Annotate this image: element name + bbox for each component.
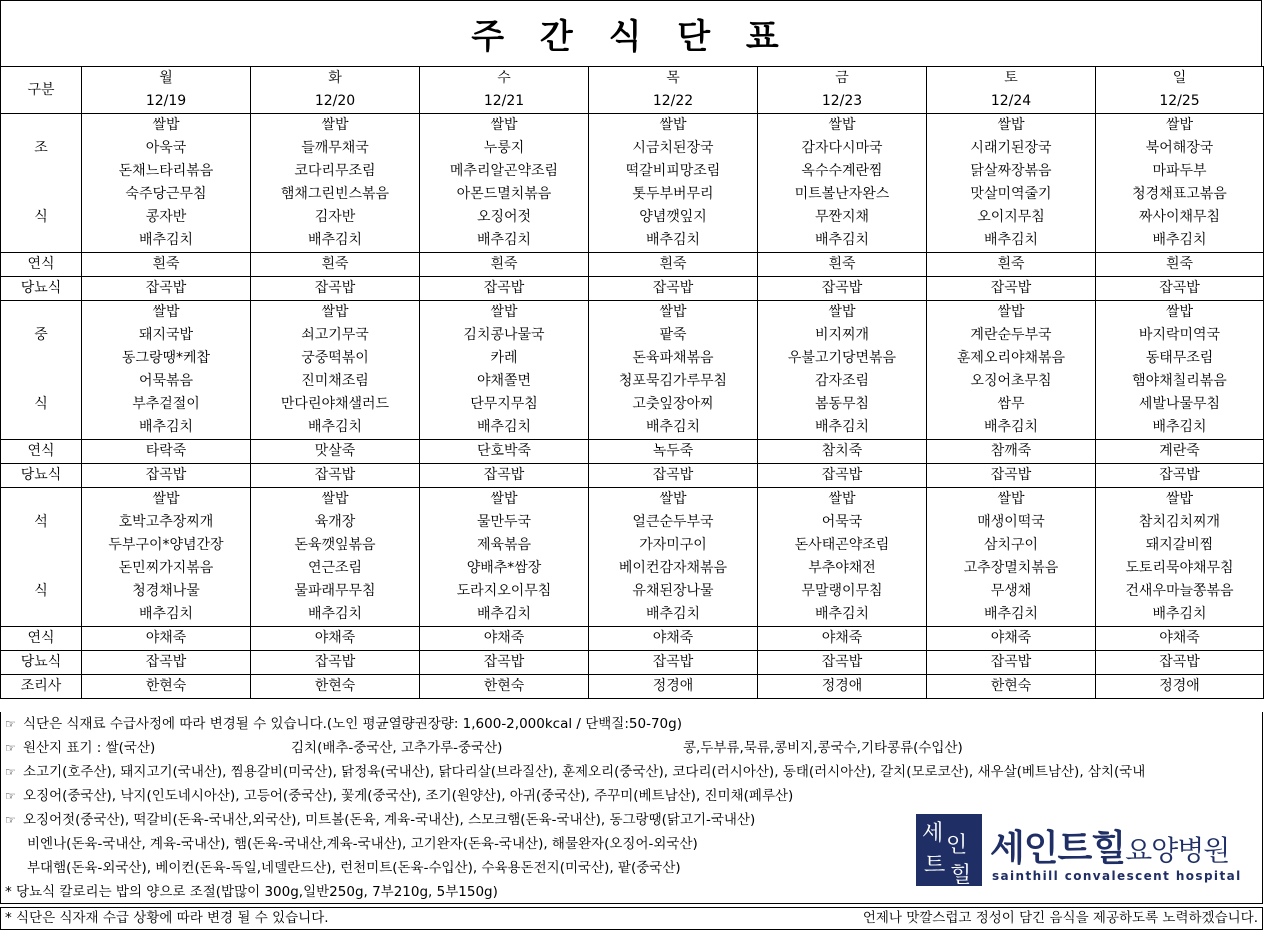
meal-label-cell: 중 <box>1 324 82 347</box>
menu-row <box>1 557 1264 580</box>
menu-row <box>1 393 1264 416</box>
diet-label-cell: 당뇨식 <box>1 464 82 488</box>
menu-item-cell: 매생이떡국 <box>927 511 1096 534</box>
special-diet-row <box>1 651 1264 675</box>
menu-item-cell: 쌀밥 <box>927 114 1096 138</box>
menu-item-cell: 김자반 <box>251 206 420 229</box>
note-row-5: ☞ 오징어젓(중국산), 떡갈비(돈육-국내산,외국산), 미트볼(돈육, 계육-국내산), 스모크햄(돈육-국내산), 동그랑땡(닭고기-국내산) <box>0 808 1263 832</box>
menu-item-cell: 청포묵김가루무침 <box>589 370 758 393</box>
meal-label-cell <box>1 160 82 183</box>
menu-row <box>1 488 1264 512</box>
menu-item-cell: 돼지국밥 <box>82 324 251 347</box>
menu-row <box>1 183 1264 206</box>
special-diet-row <box>1 627 1264 651</box>
diet-item-cell: 야채죽 <box>420 627 589 651</box>
menu-item-cell: 들깨무채국 <box>251 137 420 160</box>
menu-item-cell: 배추김치 <box>927 416 1096 440</box>
menu-item-cell: 호박고추장찌개 <box>82 511 251 534</box>
menu-item-cell: 배추김치 <box>420 416 589 440</box>
special-diet-row <box>1 440 1264 464</box>
diet-item-cell: 흰죽 <box>251 253 420 277</box>
date-header-cell: 12/22 <box>589 90 758 114</box>
menu-item-cell: 양념깻잎지 <box>589 206 758 229</box>
diet-item-cell: 잡곡밥 <box>420 277 589 301</box>
menu-item-cell: 오징어초무침 <box>927 370 1096 393</box>
menu-item-cell: 쌀밥 <box>251 301 420 325</box>
meal-label-cell <box>1 488 82 512</box>
menu-item-cell: 쌀밥 <box>251 114 420 138</box>
diet-item-cell: 잡곡밥 <box>251 277 420 301</box>
menu-item-cell: 배추김치 <box>420 229 589 253</box>
menu-item-cell: 만다린야채샐러드 <box>251 393 420 416</box>
diet-item-cell: 야채죽 <box>1096 627 1264 651</box>
menu-item-cell: 얼큰순두부국 <box>589 511 758 534</box>
menu-item-cell: 부추겉절이 <box>82 393 251 416</box>
menu-item-cell: 닭살짜장볶음 <box>927 160 1096 183</box>
diet-item-cell: 흰죽 <box>420 253 589 277</box>
menu-item-cell: 맛살미역줄기 <box>927 183 1096 206</box>
meal-label-cell: 식 <box>1 393 82 416</box>
date-header-cell: 12/21 <box>420 90 589 114</box>
menu-item-cell: 쌀밥 <box>251 488 420 512</box>
meal-label-cell: 조 <box>1 137 82 160</box>
menu-item-cell: 부추야채전 <box>758 557 927 580</box>
menu-item-cell: 돈채느타리볶음 <box>82 160 251 183</box>
page-title: 주 간 식 단 표 <box>0 0 1262 66</box>
cook-name-cell: 정경애 <box>1096 675 1264 699</box>
diet-item-cell: 야채죽 <box>758 627 927 651</box>
menu-item-cell: 쌀밥 <box>1096 301 1264 325</box>
menu-item-cell: 쌈무 <box>927 393 1096 416</box>
diet-item-cell: 녹두죽 <box>589 440 758 464</box>
day-header-cell: 일 <box>1096 67 1264 91</box>
meal-label-cell <box>1 347 82 370</box>
menu-item-cell: 오징어젓 <box>420 206 589 229</box>
menu-item-cell: 마파두부 <box>1096 160 1264 183</box>
menu-item-cell: 진미채조림 <box>251 370 420 393</box>
menu-item-cell: 쌀밥 <box>927 488 1096 512</box>
diet-label-cell: 연식 <box>1 440 82 464</box>
special-diet-row <box>1 253 1264 277</box>
cook-name-cell: 정경애 <box>758 675 927 699</box>
menu-item-cell: 배추김치 <box>82 229 251 253</box>
menu-item-cell: 훈제오리야채볶음 <box>927 347 1096 370</box>
menu-item-cell: 카레 <box>420 347 589 370</box>
menu-item-cell: 도라지오이무침 <box>420 580 589 603</box>
menu-item-cell: 쌀밥 <box>589 301 758 325</box>
diet-item-cell: 잡곡밥 <box>758 651 927 675</box>
menu-item-cell: 고추장멸치볶음 <box>927 557 1096 580</box>
menu-item-cell: 코다리무조림 <box>251 160 420 183</box>
menu-row <box>1 534 1264 557</box>
cook-name-cell: 정경애 <box>589 675 758 699</box>
menu-row <box>1 137 1264 160</box>
menu-row <box>1 229 1264 253</box>
menu-item-cell: 떡갈비피망조림 <box>589 160 758 183</box>
pointing-hand-icon: ☞ <box>5 717 16 731</box>
diet-item-cell: 야채죽 <box>589 627 758 651</box>
menu-item-cell: 세발나물무침 <box>1096 393 1264 416</box>
pointing-hand-icon: ☞ <box>5 741 16 755</box>
diet-item-cell: 잡곡밥 <box>927 464 1096 488</box>
menu-item-cell: 봄동무침 <box>758 393 927 416</box>
cook-name-cell: 한현숙 <box>82 675 251 699</box>
logo-mark: 세 인 트 힐 <box>916 814 982 886</box>
menu-item-cell: 쇠고기무국 <box>251 324 420 347</box>
menu-item-cell: 햄채그린빈스볶음 <box>251 183 420 206</box>
menu-item-cell: 제육볶음 <box>420 534 589 557</box>
menu-item-cell: 무생채 <box>927 580 1096 603</box>
menu-item-cell: 무말랭이무침 <box>758 580 927 603</box>
menu-item-cell: 감자조림 <box>758 370 927 393</box>
cook-name-cell: 한현숙 <box>420 675 589 699</box>
menu-item-cell: 톳두부버무리 <box>589 183 758 206</box>
meal-label-cell <box>1 557 82 580</box>
diet-item-cell: 잡곡밥 <box>927 277 1096 301</box>
menu-row <box>1 160 1264 183</box>
menu-item-cell: 돈육파채볶음 <box>589 347 758 370</box>
diet-item-cell: 흰죽 <box>927 253 1096 277</box>
menu-item-cell: 오이지무침 <box>927 206 1096 229</box>
menu-item-cell: 쌀밥 <box>82 114 251 138</box>
date-header-cell: 12/24 <box>927 90 1096 114</box>
menu-item-cell: 동태무조림 <box>1096 347 1264 370</box>
menu-item-cell: 쌀밥 <box>758 488 927 512</box>
diet-item-cell: 잡곡밥 <box>758 277 927 301</box>
menu-item-cell: 돈육깻잎볶음 <box>251 534 420 557</box>
menu-item-cell: 배추김치 <box>589 229 758 253</box>
date-header-cell: 12/23 <box>758 90 927 114</box>
meal-label-cell <box>1 416 82 440</box>
diet-item-cell: 잡곡밥 <box>1096 277 1264 301</box>
diet-item-cell: 잡곡밥 <box>82 277 251 301</box>
menu-item-cell: 쌀밥 <box>927 301 1096 325</box>
meal-label-cell <box>1 301 82 325</box>
menu-item-cell: 배추김치 <box>82 416 251 440</box>
menu-row <box>1 370 1264 393</box>
menu-item-cell: 배추김치 <box>589 416 758 440</box>
menu-item-cell: 배추김치 <box>251 416 420 440</box>
diet-item-cell: 잡곡밥 <box>420 464 589 488</box>
diet-item-cell: 잡곡밥 <box>251 651 420 675</box>
menu-item-cell: 베이컨감자채볶음 <box>589 557 758 580</box>
menu-item-cell: 청경채표고볶음 <box>1096 183 1264 206</box>
date-header-cell: 12/19 <box>82 90 251 114</box>
diet-label-cell: 연식 <box>1 627 82 651</box>
header-row-days <box>1 67 1264 91</box>
menu-row <box>1 416 1264 440</box>
diet-item-cell: 잡곡밥 <box>251 464 420 488</box>
menu-item-cell: 어묵국 <box>758 511 927 534</box>
diet-item-cell: 참깨죽 <box>927 440 1096 464</box>
note-row-3: ☞ 소고기(호주산), 돼지고기(국내산), 찜용갈비(미국산), 닭정육(국내산), 닭다리살(브라질산), 훈제오리(중국산), 코다리(러시아산), 동태(러시아산), 갈치(모로코산), 새우살(베트남산), 삼치(국내 <box>0 760 1263 784</box>
menu-item-cell: 배추김치 <box>1096 603 1264 627</box>
date-header-cell: 12/20 <box>251 90 420 114</box>
menu-item-cell: 김치콩나물국 <box>420 324 589 347</box>
menu-row <box>1 301 1264 325</box>
menu-item-cell: 팥죽 <box>589 324 758 347</box>
diet-item-cell: 단호박죽 <box>420 440 589 464</box>
diet-label-cell: 연식 <box>1 253 82 277</box>
diet-item-cell: 잡곡밥 <box>1096 464 1264 488</box>
menu-item-cell: 북어해장국 <box>1096 137 1264 160</box>
cook-name-cell: 한현숙 <box>251 675 420 699</box>
menu-item-cell: 무짠지채 <box>758 206 927 229</box>
menu-row <box>1 324 1264 347</box>
menu-item-cell: 삼치구이 <box>927 534 1096 557</box>
diet-item-cell: 잡곡밥 <box>589 464 758 488</box>
menu-item-cell: 배추김치 <box>1096 416 1264 440</box>
diet-label-cell: 당뇨식 <box>1 651 82 675</box>
menu-item-cell: 배추김치 <box>251 603 420 627</box>
diet-item-cell: 흰죽 <box>82 253 251 277</box>
meal-label-cell: 석 <box>1 511 82 534</box>
menu-item-cell: 참치김치찌개 <box>1096 511 1264 534</box>
menu-item-cell: 쌀밥 <box>758 301 927 325</box>
day-header-cell: 목 <box>589 67 758 91</box>
menu-item-cell: 돼지갈비찜 <box>1096 534 1264 557</box>
logo-name: 세인트힐요양병원 <box>990 828 1230 869</box>
menu-item-cell: 어묵볶음 <box>82 370 251 393</box>
meal-label-cell <box>1 603 82 627</box>
menu-item-cell: 물만두국 <box>420 511 589 534</box>
diet-item-cell: 계란죽 <box>1096 440 1264 464</box>
meal-label-cell <box>1 370 82 393</box>
date-header-cell: 12/25 <box>1096 90 1264 114</box>
diet-item-cell: 흰죽 <box>758 253 927 277</box>
menu-item-cell: 미트볼난자완스 <box>758 183 927 206</box>
menu-item-cell: 배추김치 <box>758 603 927 627</box>
menu-item-cell: 궁중떡볶이 <box>251 347 420 370</box>
menu-item-cell: 배추김치 <box>589 603 758 627</box>
note-row-6: 비엔나(돈육-국내산, 계육-국내산), 햄(돈육-국내산,계육-국내산), 고기완자(돈육-국내산), 해물완자(오징어-외국산) <box>0 832 1263 856</box>
menu-item-cell: 배추김치 <box>927 603 1096 627</box>
menu-item-cell: 두부구이*양념간장 <box>82 534 251 557</box>
menu-item-cell: 배추김치 <box>758 416 927 440</box>
menu-item-cell: 쌀밥 <box>1096 488 1264 512</box>
menu-item-cell: 쌀밥 <box>420 301 589 325</box>
menu-row <box>1 511 1264 534</box>
meal-label-cell <box>1 183 82 206</box>
pointing-hand-icon: ☞ <box>5 813 16 827</box>
menu-item-cell: 배추김치 <box>251 229 420 253</box>
diet-item-cell: 잡곡밥 <box>1096 651 1264 675</box>
menu-item-cell: 햄야채칠리볶음 <box>1096 370 1264 393</box>
diet-item-cell: 잡곡밥 <box>420 651 589 675</box>
menu-item-cell: 도토리묵야채무침 <box>1096 557 1264 580</box>
menu-item-cell: 쌀밥 <box>420 488 589 512</box>
menu-item-cell: 돈사태곤약조림 <box>758 534 927 557</box>
menu-item-cell: 야채쫄면 <box>420 370 589 393</box>
menu-item-cell: 시래기된장국 <box>927 137 1096 160</box>
weekly-menu-table <box>0 66 1264 699</box>
menu-item-cell: 배추김치 <box>420 603 589 627</box>
note-row-origin: ☞ 원산지 표기 : 쌀(국산) 김치(배추-중국산, 고추가루-중국산) 콩,두부류,묵류,콩비지,콩국수,기타콩류(수입산) <box>0 736 1263 760</box>
diet-item-cell: 야채죽 <box>927 627 1096 651</box>
menu-item-cell: 유채된장나물 <box>589 580 758 603</box>
menu-row <box>1 114 1264 138</box>
menu-item-cell: 쌀밥 <box>1096 114 1264 138</box>
footer-left-text: * 식단은 식자재 수급 상황에 따라 변경 될 수 있습니다. <box>5 910 329 926</box>
menu-row <box>1 206 1264 229</box>
day-header-cell: 수 <box>420 67 589 91</box>
meal-label-cell <box>1 114 82 138</box>
menu-item-cell: 양배추*쌈장 <box>420 557 589 580</box>
menu-item-cell: 비지찌개 <box>758 324 927 347</box>
meal-label-cell <box>1 229 82 253</box>
diet-item-cell: 잡곡밥 <box>82 651 251 675</box>
diet-item-cell: 타락죽 <box>82 440 251 464</box>
diet-item-cell: 맛살죽 <box>251 440 420 464</box>
diet-item-cell: 흰죽 <box>589 253 758 277</box>
diet-item-cell: 참치죽 <box>758 440 927 464</box>
menu-item-cell: 배추김치 <box>927 229 1096 253</box>
menu-item-cell: 청경채나물 <box>82 580 251 603</box>
menu-item-cell: 숙주당근무침 <box>82 183 251 206</box>
diet-item-cell: 야채죽 <box>82 627 251 651</box>
menu-item-cell: 쌀밥 <box>589 488 758 512</box>
day-header-cell: 토 <box>927 67 1096 91</box>
diet-item-cell: 야채죽 <box>251 627 420 651</box>
diet-item-cell: 잡곡밥 <box>589 651 758 675</box>
menu-item-cell: 배추김치 <box>758 229 927 253</box>
hospital-logo <box>916 814 1256 886</box>
menu-item-cell: 바지락미역국 <box>1096 324 1264 347</box>
menu-item-cell: 쌀밥 <box>420 114 589 138</box>
menu-item-cell: 쌀밥 <box>82 488 251 512</box>
note-row-7: 부대햄(돈육-외국산), 베이컨(돈육-독일,네델란드산), 런천미트(돈육-수입산), 수육용돈전지(미국산), 팥(중국산) <box>0 856 1263 880</box>
menu-item-cell: 배추김치 <box>1096 229 1264 253</box>
special-diet-row <box>1 464 1264 488</box>
day-header-cell: 화 <box>251 67 420 91</box>
diet-item-cell: 잡곡밥 <box>82 464 251 488</box>
menu-item-cell: 계란순두부국 <box>927 324 1096 347</box>
menu-item-cell: 쌀밥 <box>758 114 927 138</box>
diet-item-cell: 잡곡밥 <box>589 277 758 301</box>
pointing-hand-icon: ☞ <box>5 789 16 803</box>
diet-label-cell: 당뇨식 <box>1 277 82 301</box>
footer <box>0 907 1263 930</box>
meal-label-cell: 식 <box>1 206 82 229</box>
day-header-cell: 월 <box>82 67 251 91</box>
diet-item-cell: 잡곡밥 <box>927 651 1096 675</box>
menu-item-cell: 콩자반 <box>82 206 251 229</box>
menu-item-cell: 쌀밥 <box>82 301 251 325</box>
menu-item-cell: 건새우마늘쫑볶음 <box>1096 580 1264 603</box>
menu-row <box>1 580 1264 603</box>
menu-item-cell: 육개장 <box>251 511 420 534</box>
note-row-diabetic: * 당뇨식 칼로리는 밥의 양으로 조절(밥많이 300g,일반250g, 7부210g, 5부150g) <box>0 880 1263 904</box>
footer-right-text: 언제나 맛깔스럽고 정성이 담긴 음식을 제공하도록 노력하겠습니다. <box>862 910 1258 926</box>
menu-item-cell: 동그랑땡*케찹 <box>82 347 251 370</box>
menu-item-cell: 고춧잎장아찌 <box>589 393 758 416</box>
menu-item-cell: 쌀밥 <box>589 114 758 138</box>
special-diet-row <box>1 277 1264 301</box>
pointing-hand-icon: ☞ <box>5 765 16 779</box>
diet-item-cell: 흰죽 <box>1096 253 1264 277</box>
menu-item-cell: 연근조림 <box>251 557 420 580</box>
menu-item-cell: 돈민찌가지볶음 <box>82 557 251 580</box>
menu-item-cell: 감자다시마국 <box>758 137 927 160</box>
logo-english-name: sainthill convalescent hospital <box>992 869 1242 883</box>
menu-row <box>1 603 1264 627</box>
header-row-dates <box>1 90 1264 114</box>
cook-row <box>1 675 1264 699</box>
menu-item-cell: 가자미구이 <box>589 534 758 557</box>
menu-item-cell: 시금치된장국 <box>589 137 758 160</box>
menu-item-cell: 단무지무침 <box>420 393 589 416</box>
cook-name-cell: 한현숙 <box>927 675 1096 699</box>
header-label-cell: 구분 <box>1 67 82 114</box>
meal-label-cell: 식 <box>1 580 82 603</box>
diet-item-cell: 잡곡밥 <box>758 464 927 488</box>
note-row-4: ☞ 오징어(중국산), 낙지(인도네시아산), 고등어(중국산), 꽃게(중국산), 조기(원양산), 아귀(중국산), 주꾸미(베트남산), 진미채(페루산) <box>0 784 1263 808</box>
cook-label-cell: 조리사 <box>1 675 82 699</box>
menu-item-cell: 아욱국 <box>82 137 251 160</box>
menu-item-cell: 물파래무무침 <box>251 580 420 603</box>
menu-item-cell: 메추리알곤약조림 <box>420 160 589 183</box>
menu-item-cell: 아몬드멸치볶음 <box>420 183 589 206</box>
menu-item-cell: 짜사이채무침 <box>1096 206 1264 229</box>
menu-item-cell: 옥수수계란찜 <box>758 160 927 183</box>
note-row-1: ☞ 식단은 식재료 수급사정에 따라 변경될 수 있습니다.(노인 평균열량권장량: 1,600-2,000kcal / 단백질:50-70g) <box>0 712 1263 736</box>
day-header-cell: 금 <box>758 67 927 91</box>
menu-item-cell: 누룽지 <box>420 137 589 160</box>
meal-label-cell <box>1 534 82 557</box>
menu-item-cell: 배추김치 <box>82 603 251 627</box>
menu-row <box>1 347 1264 370</box>
menu-item-cell: 우불고기당면볶음 <box>758 347 927 370</box>
